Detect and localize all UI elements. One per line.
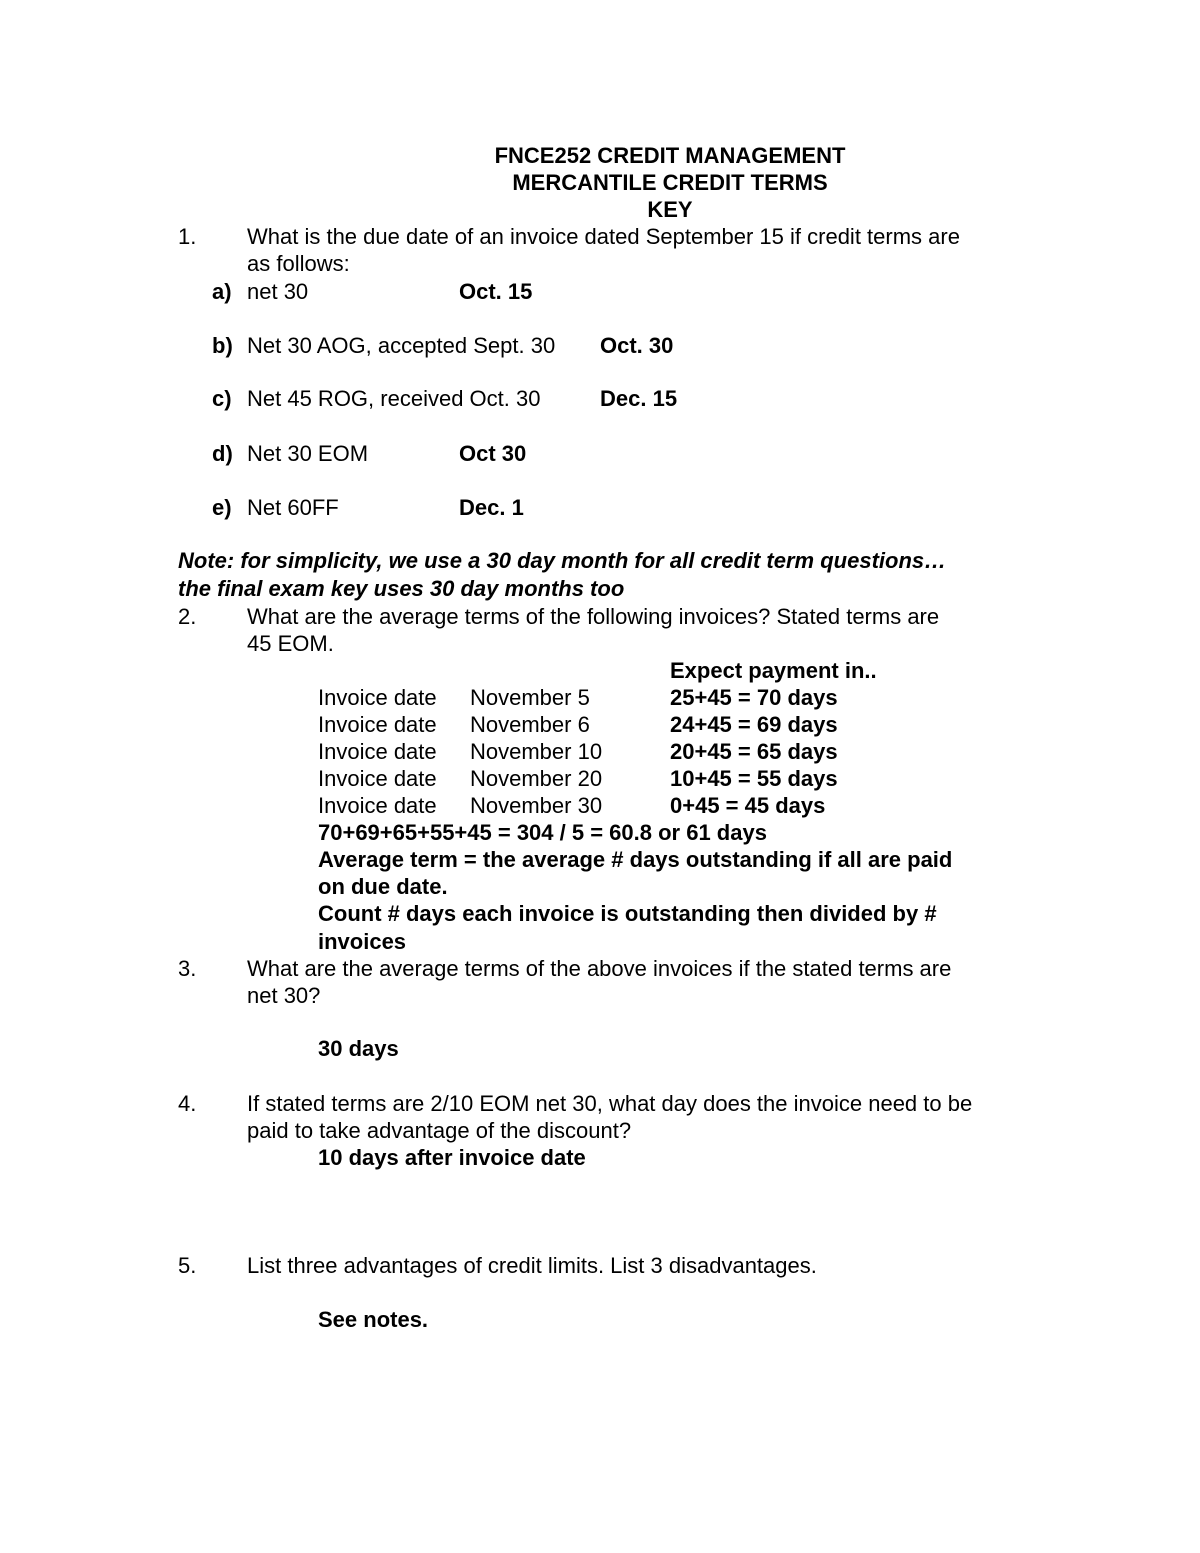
topic-title: MERCANTILE CREDIT TERMS: [512, 170, 828, 195]
q1-text-line2: as follows:: [247, 251, 350, 276]
q2-column-header: Expect payment in..: [670, 658, 877, 683]
q4-number: 4.: [178, 1091, 197, 1116]
q2-number: 2.: [178, 604, 197, 629]
q1b-term: Net 30 AOG, accepted Sept. 30: [247, 333, 556, 358]
q1e-term: Net 60FF: [247, 495, 339, 520]
q1c-answer: Dec. 15: [600, 386, 678, 411]
q5-number: 5.: [178, 1253, 197, 1278]
key-title: KEY: [647, 197, 693, 222]
q4-text-line2: paid to take advantage of the discount?: [247, 1118, 632, 1143]
q2-row-date: November 30: [470, 793, 603, 818]
q2-explain2-line1: Count # days each invoice is outstanding then divided by #: [318, 901, 937, 926]
q4-answer: 10 days after invoice date: [318, 1145, 586, 1170]
q2-row-calc: 0+45 = 45 days: [670, 793, 826, 818]
course-title: FNCE252 CREDIT MANAGEMENT: [494, 143, 846, 168]
q2-row-calc: 20+45 = 65 days: [670, 739, 838, 764]
note-line2: the final exam key uses 30 day months too: [178, 576, 625, 601]
q1d-answer: Oct 30: [459, 441, 527, 466]
q2-row-calc: 24+45 = 69 days: [670, 712, 838, 737]
q2-row-label: Invoice date: [318, 712, 437, 737]
q4-text-line1: If stated terms are 2/10 EOM net 30, what day does the invoice need to be: [247, 1091, 973, 1116]
q2-sum-line: 70+69+65+55+45 = 304 / 5 = 60.8 or 61 days: [318, 820, 767, 845]
q1b-answer: Oct. 30: [600, 333, 674, 358]
q2-text-line2: 45 EOM.: [247, 631, 334, 656]
q2-row-date: November 20: [470, 766, 603, 791]
q1a-term: net 30: [247, 279, 309, 304]
q1e-answer: Dec. 1: [459, 495, 524, 520]
q1d-letter: d): [212, 441, 233, 466]
q5-answer: See notes.: [318, 1307, 429, 1332]
q2-text-line1: What are the average terms of the following invoices? Stated terms are: [247, 604, 940, 629]
q2-row-date: November 10: [470, 739, 603, 764]
q1a-answer: Oct. 15: [459, 279, 533, 304]
q3-text-line2: net 30?: [247, 983, 321, 1008]
q2-row-label: Invoice date: [318, 766, 437, 791]
q1c-term: Net 45 ROG, received Oct. 30: [247, 386, 541, 411]
q3-text-line1: What are the average terms of the above invoices if the stated terms are: [247, 956, 952, 981]
q1e-letter: e): [212, 495, 232, 520]
q1c-letter: c): [212, 386, 232, 411]
note-line1: Note: for simplicity, we use a 30 day month for all credit term questions…: [178, 548, 947, 573]
q2-row-date: November 6: [470, 712, 590, 737]
q1b-letter: b): [212, 333, 233, 358]
q2-row-calc: 25+45 = 70 days: [670, 685, 838, 710]
q5-text: List three advantages of credit limits. List 3 disadvantages.: [247, 1253, 817, 1278]
q1d-term: Net 30 EOM: [247, 441, 369, 466]
q2-explain1-line2: on due date.: [318, 874, 448, 899]
q2-explain1-line1: Average term = the average # days outstanding if all are paid: [318, 847, 953, 872]
q3-number: 3.: [178, 956, 197, 981]
q2-explain2-line2: invoices: [318, 929, 407, 954]
q1-text-line1: What is the due date of an invoice dated September 15 if credit terms are: [247, 224, 960, 249]
q2-row-date: November 5: [470, 685, 590, 710]
q2-row-label: Invoice date: [318, 793, 437, 818]
q1-number: 1.: [178, 224, 197, 249]
q1a-letter: a): [212, 279, 232, 304]
q2-row-label: Invoice date: [318, 685, 437, 710]
q2-row-calc: 10+45 = 55 days: [670, 766, 838, 791]
q3-answer: 30 days: [318, 1036, 399, 1061]
q2-row-label: Invoice date: [318, 739, 437, 764]
